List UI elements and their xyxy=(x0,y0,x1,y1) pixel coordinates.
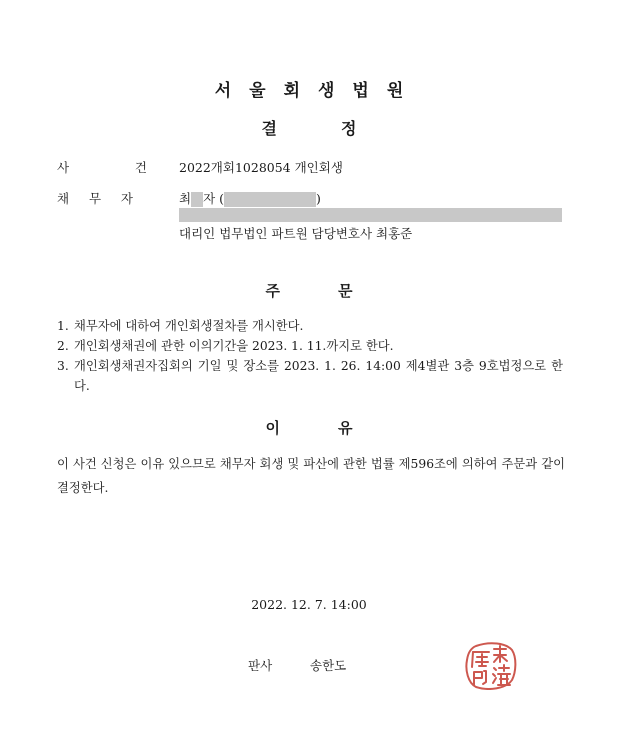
reason-text: 이 사건 신청은 이유 있으므로 채무자 회생 및 파산에 관한 법률 제596조에 의하여 주문과 같이 결정한다. xyxy=(57,457,565,495)
reason-heading: 이유 xyxy=(265,419,411,437)
debtor-name: 최 자 ( ) xyxy=(179,191,321,206)
redaction-block xyxy=(179,208,562,222)
list-item: 3. 개인회생채권자집회의 기일 및 장소를 2023. 1. 26. 14:00 제4별관 3층 9호법정으로 한다. xyxy=(57,359,563,393)
list-item: 1. 채무자에 대하여 개인회생절차를 개시한다. xyxy=(57,319,304,333)
redaction-block xyxy=(224,192,316,207)
court-name: 서울회생법원 xyxy=(214,81,422,101)
redaction-block xyxy=(191,192,203,207)
list-item: 2. 개인회생채권에 관한 이의기간을 2023. 1. 11.까지로 한다. xyxy=(57,339,394,353)
case-label: 사 건 xyxy=(57,160,147,175)
debtor-label: 채 무 자 xyxy=(57,191,133,206)
order-list xyxy=(57,316,563,396)
judge-seal-stamp xyxy=(462,640,518,692)
case-number: 2022개회1028054 개인회생 xyxy=(179,160,343,175)
document-title: 결정 xyxy=(261,119,421,138)
judge-name: 송한도 xyxy=(310,658,347,673)
agent-text: 대리인 법무법인 파트원 담당변호사 최홍준 xyxy=(179,226,413,241)
decision-date: 2022. 12. 7. 14:00 xyxy=(251,597,367,612)
order-heading: 주문 xyxy=(265,282,411,300)
judge-title: 판사 xyxy=(248,658,273,673)
